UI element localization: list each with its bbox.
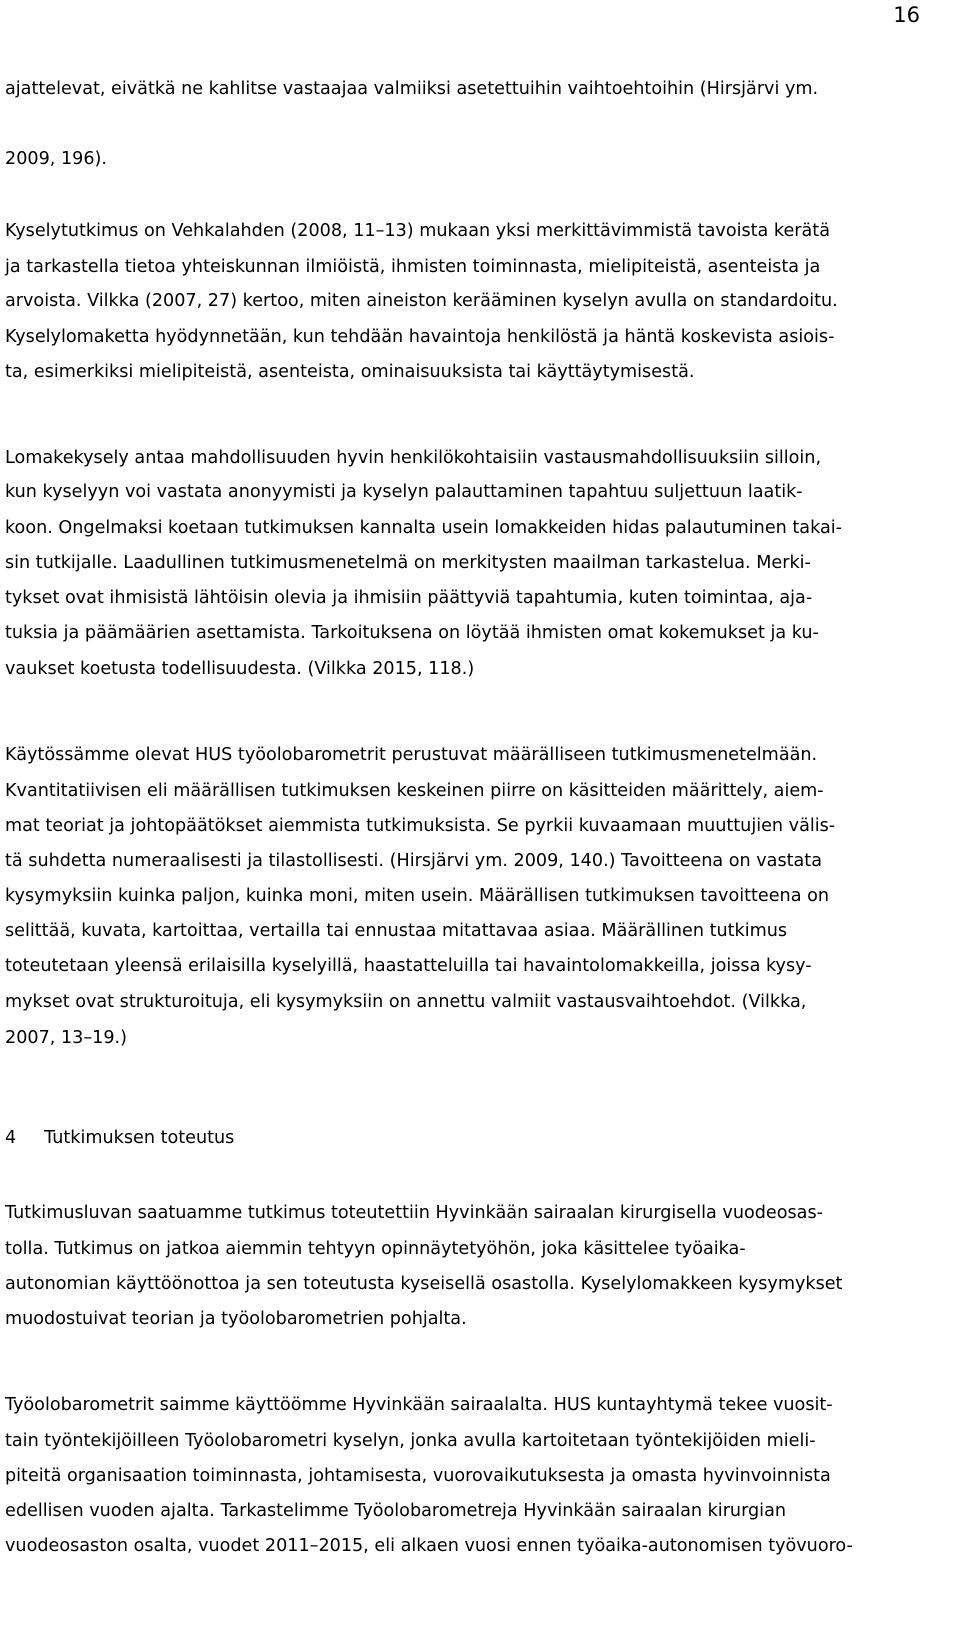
text-line: koon. Ongelmaksi koetaan tutkimuksen kannalta usein lomakkeiden hidas palautuminen takai- <box>5 518 842 538</box>
text-line: Käytössämme olevat HUS työolobarometrit perustuvat määrälliseen tutkimusmenetelmään. <box>5 745 818 765</box>
text-line: edellisen vuoden ajalta. Tarkastelimme Työolobarometreja Hyvinkään sairaalan kirurgian <box>5 1501 786 1521</box>
text-line: 2009, 196). <box>5 149 107 169</box>
text-line: Kvantitatiivisen eli määrällisen tutkimuksen keskeinen piirre on käsitteiden määrittely, aiem- <box>5 781 824 801</box>
text-line: 2007, 13–19.) <box>5 1028 127 1048</box>
text-line: tolla. Tutkimus on jatkoa aiemmin tehtyyn opinnäytetyöhön, joka käsittelee työaika- <box>5 1239 746 1259</box>
text-line: mykset ovat strukturoituja, eli kysymyksiin on annettu valmiit vastausvaihtoehdot. (Vilkka, <box>5 992 807 1012</box>
text-line: autonomian käyttöönottoa ja sen toteutusta kyseisellä osastolla. Kyselylomakkeen kysymykset <box>5 1274 843 1294</box>
text-line: toteutetaan yleensä erilaisilla kyselyillä, haastatteluilla tai havaintolomakkeilla, joissa kysy- <box>5 956 812 976</box>
text-line: tykset ovat ihmisistä lähtöisin olevia ja ihmisiin päättyviä tapahtumia, kuten toimintaa, aja- <box>5 588 813 608</box>
text-line: selittää, kuvata, kartoittaa, vertailla tai ennustaa mitattavaa asiaa. Määrällinen tutkimus <box>5 921 788 941</box>
text-line: tuksia ja päämäärien asettamista. Tarkoituksena on löytää ihmisten omat kokemukset ja ku- <box>5 623 819 643</box>
text-line: muodostuivat teorian ja työolobarometrien pohjalta. <box>5 1309 467 1329</box>
text-line: kysymyksiin kuinka paljon, kuinka moni, miten usein. Määrällisen tutkimuksen tavoitteena on <box>5 886 829 906</box>
text-line: ta, esimerkiksi mielipiteistä, asenteista, ominaisuuksista tai käyttäytymisestä. <box>5 362 695 382</box>
text-line: vaukset koetusta todellisuudesta. (Vilkka 2015, 118.) <box>5 659 475 679</box>
text-line: tä suhdetta numeraalisesti ja tilastollisesti. (Hirsjärvi ym. 2009, 140.) Tavoitteena on vastata <box>5 851 822 871</box>
text-line: Lomakekysely antaa mahdollisuuden hyvin henkilökohtaisiin vastausmahdollisuuksiin silloin, <box>5 448 822 468</box>
text-line: ajattelevat, eivätkä ne kahlitse vastaajaa valmiiksi asetettuihin vaihtoehtoihin (Hirsjärvi ym. <box>5 79 819 99</box>
page-number: 16 <box>893 3 920 27</box>
text-line: Työolobarometrit saimme käyttöömme Hyvinkään sairaalalta. HUS kuntayhtymä tekee vuosit- <box>5 1395 833 1415</box>
section-heading: 4 Tutkimuksen toteutus <box>5 1128 235 1148</box>
text-line: Tutkimusluvan saatuamme tutkimus toteutettiin Hyvinkään sairaalan kirurgisella vuodeosas- <box>5 1203 823 1223</box>
text-line: sin tutkijalle. Laadullinen tutkimusmenetelmä on merkitysten maailman tarkastelua. Merki- <box>5 553 811 573</box>
text-line: tain työntekijöilleen Työolobarometri kyselyn, jonka avulla kartoitetaan työntekijöiden mieli- <box>5 1431 816 1451</box>
text-line: ja tarkastella tietoa yhteiskunnan ilmiöistä, ihmisten toiminnasta, mielipiteistä, asenteista ja <box>5 257 821 277</box>
text-line: piteitä organisaation toiminnasta, johtamisesta, vuorovaikutuksesta ja omasta hyvinvoinnista <box>5 1466 831 1486</box>
text-line: kun kyselyyn voi vastata anonyymisti ja kyselyn palauttaminen tapahtuu suljettuun laatik- <box>5 482 803 502</box>
text-line: Kyselytutkimus on Vehkalahden (2008, 11–13) mukaan yksi merkittävimmistä tavoista kerätä <box>5 221 830 241</box>
text-line: vuodeosaston osalta, vuodet 2011–2015, eli alkaen vuosi ennen työaika-autonomisen työvuoro- <box>5 1536 853 1556</box>
text-line: Kyselylomaketta hyödynnetään, kun tehdään havaintoja henkilöstä ja häntä koskevista asiois- <box>5 327 835 347</box>
text-line: arvoista. Vilkka (2007, 27) kertoo, miten aineiston kerääminen kyselyn avulla on standardoitu. <box>5 291 838 311</box>
text-line: mat teoriat ja johtopäätökset aiemmista tutkimuksista. Se pyrkii kuvaamaan muuttujien välis- <box>5 816 836 836</box>
